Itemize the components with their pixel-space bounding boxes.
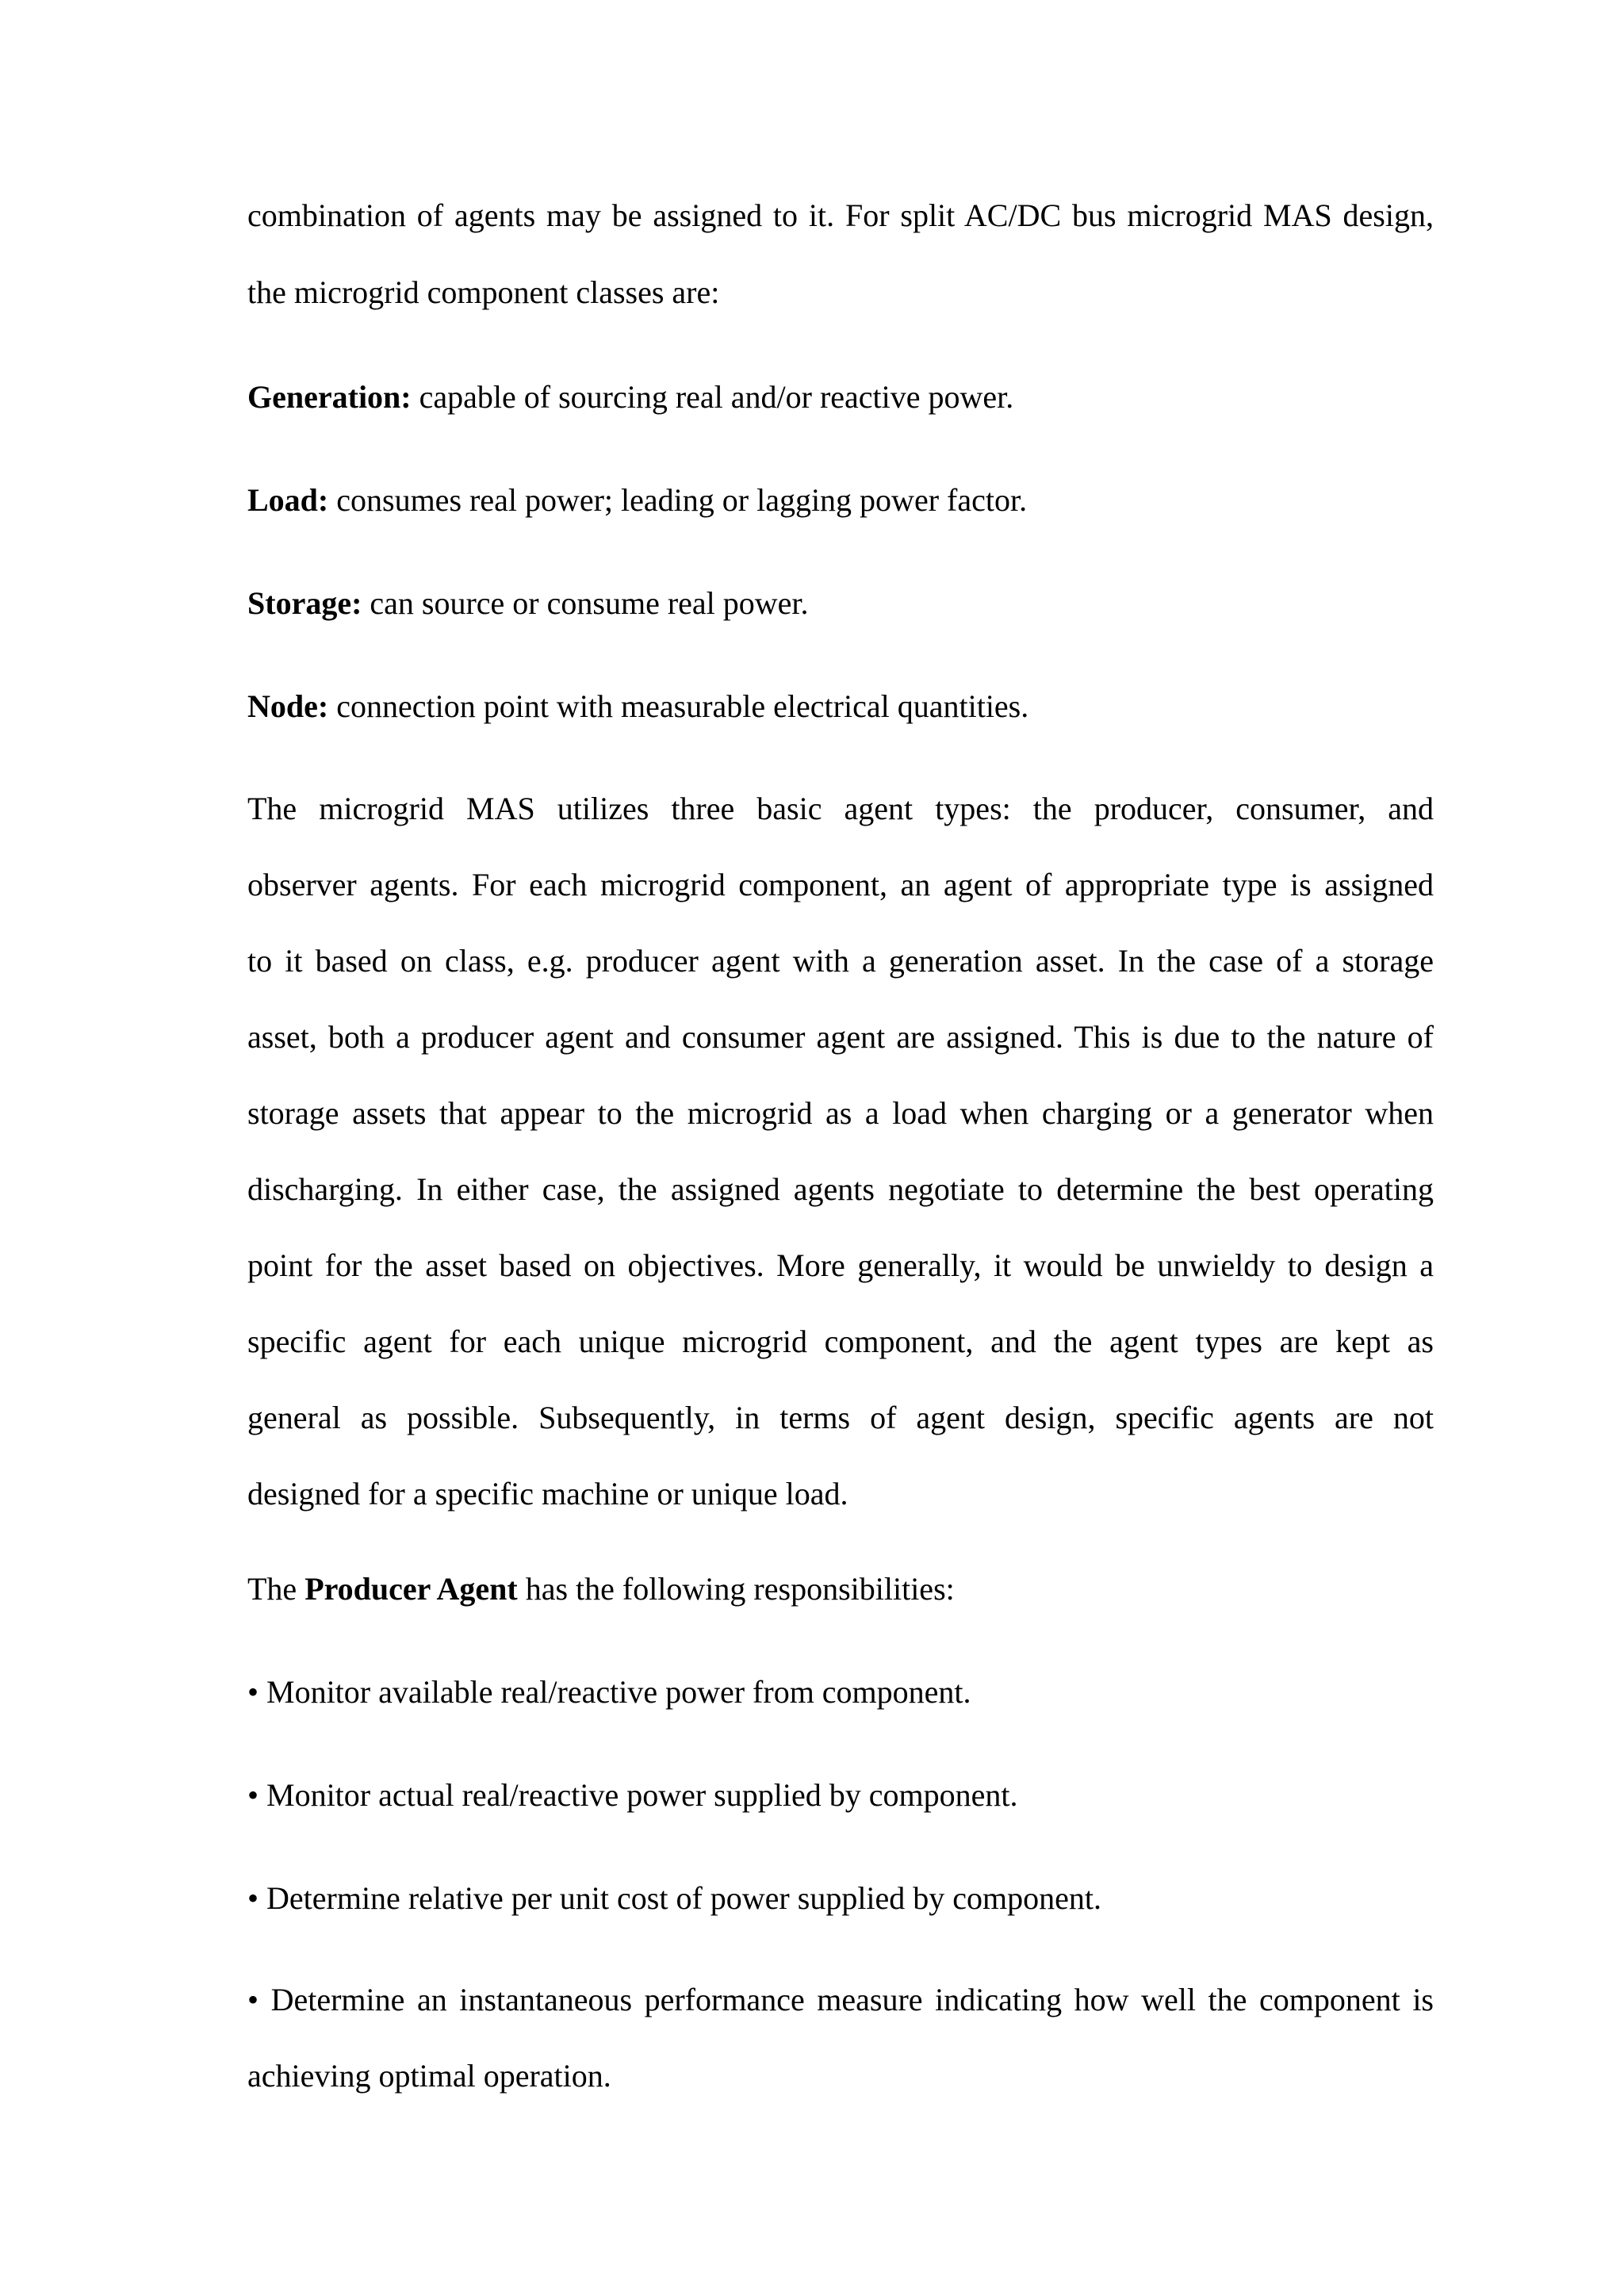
- paragraph-line: to it based on class, e.g. producer agent with a generation asset. In the case of a storage: [247, 943, 1434, 979]
- paragraph-line: asset, both a producer agent and consumer agent are assigned. This is due to the nature of: [247, 1019, 1434, 1055]
- paragraph-line: discharging. In either case, the assigned agents negotiate to determine the best operating: [247, 1171, 1434, 1207]
- class-desc: connection point with measurable electrical quantities.: [336, 688, 1029, 724]
- bullet-item: • Determine relative per unit cost of power supplied by component.: [247, 1880, 1102, 1916]
- class-term: Load:: [247, 482, 329, 518]
- class-term: Node:: [247, 688, 329, 724]
- producer-agent-term: Producer Agent: [304, 1571, 518, 1607]
- class-desc: capable of sourcing real and/or reactive power.: [419, 379, 1014, 415]
- producer-intro: [247, 1570, 1434, 1608]
- producer-intro-pre: The: [247, 1571, 297, 1607]
- paragraph-line: storage assets that appear to the microgrid as a load when charging or a generator when: [247, 1095, 1434, 1131]
- producer-intro-post: has the following responsibilities:: [525, 1571, 955, 1607]
- paragraph-line: designed for a specific machine or unique load.: [247, 1476, 848, 1511]
- class-term: Generation:: [247, 379, 412, 415]
- paragraph-line: point for the asset based on objectives. More generally, it would be unwieldy to design a: [247, 1247, 1434, 1283]
- class-desc: can source or consume real power.: [370, 585, 809, 621]
- bullet-item-line-1: • Determine an instantaneous performance measure indicating how well the component is: [247, 1982, 1434, 2017]
- paragraph-line: observer agents. For each microgrid component, an agent of appropriate type is assigned: [247, 867, 1434, 902]
- class-node: [247, 688, 1434, 726]
- class-storage: [247, 584, 1434, 623]
- bullet-item-line-2: achieving optimal operation.: [247, 2058, 611, 2094]
- intro-line-1: combination of agents may be assigned to it. For split AC/DC bus microgrid MAS design,: [247, 197, 1434, 233]
- class-generation: [247, 378, 1434, 416]
- bullet-item: • Monitor actual real/reactive power supplied by component.: [247, 1777, 1018, 1813]
- class-desc: consumes real power; leading or lagging power factor.: [336, 482, 1028, 518]
- bullet-item: • Monitor available real/reactive power from component.: [247, 1674, 971, 1710]
- class-load: [247, 481, 1434, 519]
- paragraph-line: The microgrid MAS utilizes three basic agent types: the producer, consumer, and: [247, 791, 1434, 826]
- class-term: Storage:: [247, 585, 362, 621]
- paragraph-line: general as possible. Subsequently, in terms of agent design, specific agents are not: [247, 1400, 1434, 1435]
- intro-line-2: the microgrid component classes are:: [247, 274, 720, 310]
- paragraph-line: specific agent for each unique microgrid component, and the agent types are kept as: [247, 1324, 1434, 1359]
